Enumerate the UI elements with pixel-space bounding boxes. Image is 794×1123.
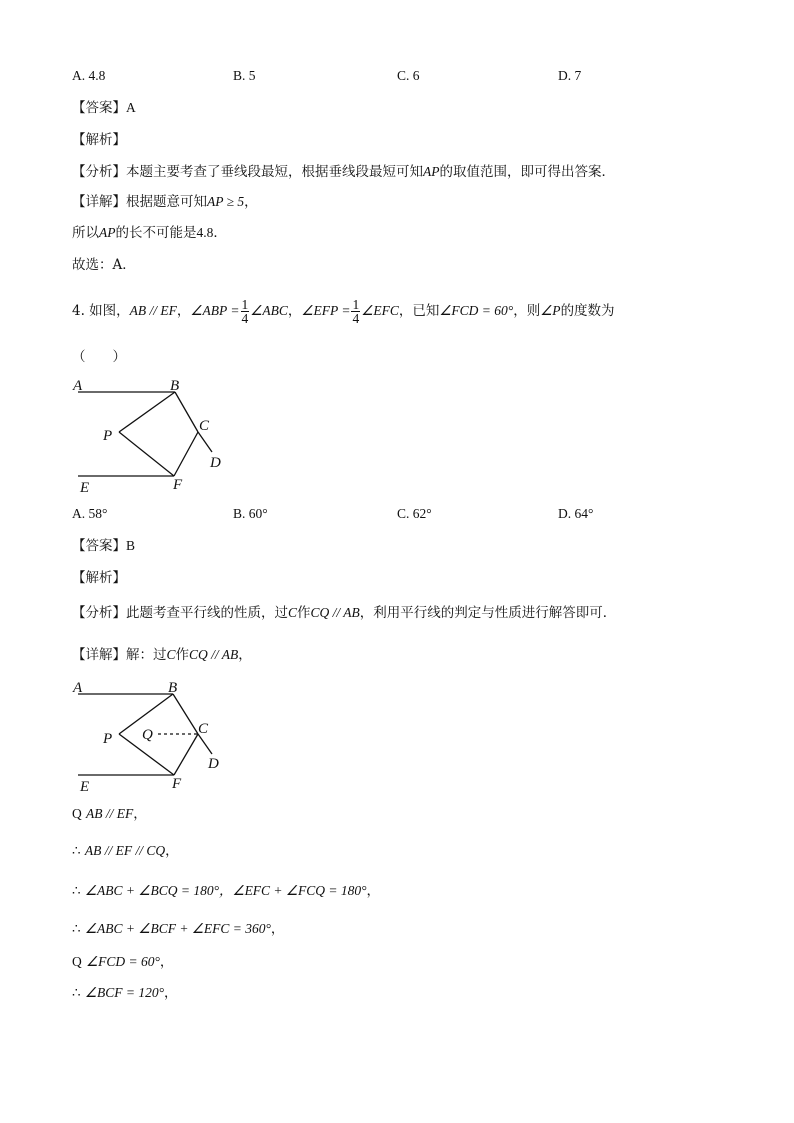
solution-step: [72, 882, 380, 900]
step-symbol: Q: [72, 806, 82, 821]
detail-text: 根据题意可知: [126, 194, 207, 210]
line-bc: [175, 392, 198, 432]
step-expression: ∠BCF = 120°: [84, 985, 164, 1000]
q4-option-c: C. 62°: [397, 506, 432, 521]
step-punct: ，: [270, 921, 285, 937]
fenxi-tag: 【分析】: [72, 164, 126, 180]
label-q: Q: [142, 727, 153, 743]
label-d: D: [208, 756, 219, 772]
q3-choose-line: 故选：A．: [72, 257, 136, 273]
solution-step: [72, 920, 284, 938]
q4-stem: [72, 298, 615, 325]
q4-option-d: D. 64°: [558, 506, 594, 521]
fraction-numerator: 1: [241, 297, 249, 312]
text: ，已知: [398, 303, 440, 319]
fraction-one-quarter: [351, 298, 360, 325]
step-expression: AB // EF: [86, 806, 134, 821]
q4-analysis-tag: 【解析】: [72, 570, 126, 586]
step-symbol: Q: [72, 954, 82, 969]
step-punct: ，: [159, 954, 174, 970]
q3-fenxi-line: [72, 163, 615, 181]
math-abc: ∠ABC: [250, 303, 288, 318]
q4-detail-line: [72, 646, 252, 664]
text: ，利用平行线的判定与性质进行解答即可．: [359, 605, 617, 621]
step-expression: ∠ABC + ∠BCF + ∠EFC = 360°: [84, 921, 271, 936]
line-pf: [119, 432, 174, 476]
label-p: P: [103, 428, 113, 444]
label-f: F: [173, 477, 183, 493]
math-p: ∠P: [540, 303, 561, 318]
step-symbol: ∴: [72, 985, 81, 1000]
text: ，: [176, 303, 191, 319]
label-e: E: [80, 779, 90, 795]
math-cq-parallel-ab: CQ // AB: [310, 605, 360, 620]
line-cf: [174, 734, 198, 775]
line-cd: [198, 432, 212, 452]
text: 所以: [72, 225, 99, 241]
step-symbol: ∴: [72, 921, 81, 936]
math-efc: ∠EFC: [361, 303, 399, 318]
label-a: A: [73, 680, 83, 696]
answer-value: B: [126, 538, 136, 553]
step-expression: AB // EF // CQ: [84, 843, 166, 858]
step-expression: ∠FCD = 60°: [86, 954, 160, 969]
math-fcd: ∠FCD = 60°: [439, 303, 514, 318]
q3-option-d: D. 7: [558, 68, 582, 83]
math-cq-parallel-ab: CQ // AB: [189, 647, 239, 662]
line-cf: [174, 432, 198, 476]
label-a: A: [73, 378, 83, 394]
solution-step: [72, 842, 179, 860]
line-pb: [119, 392, 175, 432]
text: 的度数为: [560, 303, 615, 319]
label-e: E: [80, 480, 90, 496]
text: ，: [287, 303, 302, 319]
math-abp: ∠ABP =: [190, 303, 240, 318]
step-expression: ∠ABC + ∠BCQ = 180°，∠EFC + ∠FCQ = 180°: [84, 883, 367, 898]
math-ap-ge-5: AP ≥ 5: [207, 194, 245, 209]
math-efp: ∠EFP =: [301, 303, 351, 318]
text: 作: [297, 605, 311, 621]
math-c: C: [166, 647, 176, 662]
fraction-denominator: 4: [352, 311, 360, 326]
step-punct: ，: [164, 985, 178, 1001]
math-ap: AP: [423, 164, 440, 179]
label-c: C: [198, 721, 209, 737]
text: 作: [175, 647, 190, 663]
detail-tag: 【详解】: [72, 194, 126, 210]
q3-answer-line: [72, 99, 136, 117]
q3-option-a: A. 4.8: [72, 68, 106, 83]
text: ．: [213, 225, 227, 241]
math-ab-parallel-ef: AB // EF: [129, 303, 177, 318]
fraction-one-quarter: [241, 298, 250, 325]
solution-step: [72, 805, 147, 823]
solution-step: [72, 953, 173, 971]
q4-paren: （ ）: [72, 349, 126, 365]
text: 解：过: [126, 647, 167, 663]
detail-punct: ，: [244, 194, 258, 210]
answer-tag: 【答案】: [72, 538, 126, 554]
label-d: D: [210, 455, 221, 471]
step-symbol: ∴: [72, 843, 81, 858]
figure-2-geometry: [70, 677, 240, 797]
label-f: F: [172, 776, 182, 792]
q3-conclusion-line: [72, 224, 227, 242]
fraction-denominator: 4: [241, 311, 249, 326]
step-symbol: ∴: [72, 883, 81, 898]
line-bc: [173, 694, 198, 734]
label-p: P: [103, 731, 113, 747]
step-punct: ，: [133, 806, 147, 822]
fenxi-tag: 【分析】: [72, 605, 126, 621]
text: ，则: [513, 303, 541, 319]
text: 的长不可能是: [115, 225, 197, 241]
label-b: B: [168, 680, 178, 696]
q4-option-a: A. 58°: [72, 506, 108, 521]
text: ，: [238, 647, 252, 663]
q3-analysis-tag: 【解析】: [72, 132, 126, 148]
figure-1-geometry: [70, 372, 240, 498]
q3-option-c: C. 6: [397, 68, 420, 83]
q4-answer-line: [72, 537, 135, 555]
math-value: 4.8: [196, 225, 214, 240]
q4-fenxi-line: [72, 604, 616, 622]
question-number: 4. 如图，: [72, 303, 130, 319]
line-cd: [198, 734, 212, 754]
q4-option-b: B. 60°: [233, 506, 268, 521]
label-b: B: [170, 378, 180, 394]
detail-tag: 【详解】: [72, 647, 126, 663]
step-punct: ，: [165, 843, 179, 859]
answer-value: A: [126, 100, 136, 115]
fenxi-text-end: 的取值范围，即可得出答案．: [439, 164, 615, 180]
math-ap: AP: [99, 225, 116, 240]
q3-option-b: B. 5: [233, 68, 256, 83]
q3-detail-line: [72, 193, 258, 211]
answer-tag: 【答案】: [72, 100, 126, 116]
solution-step: [72, 984, 178, 1002]
step-punct: ，: [366, 883, 381, 899]
math-c: C: [288, 605, 298, 620]
fenxi-text: 本题主要考查了垂线段最短，根据垂线段最短可知: [126, 164, 423, 180]
label-c: C: [199, 418, 210, 434]
fraction-numerator: 1: [352, 297, 360, 312]
text: 此题考查平行线的性质，过: [126, 605, 288, 621]
